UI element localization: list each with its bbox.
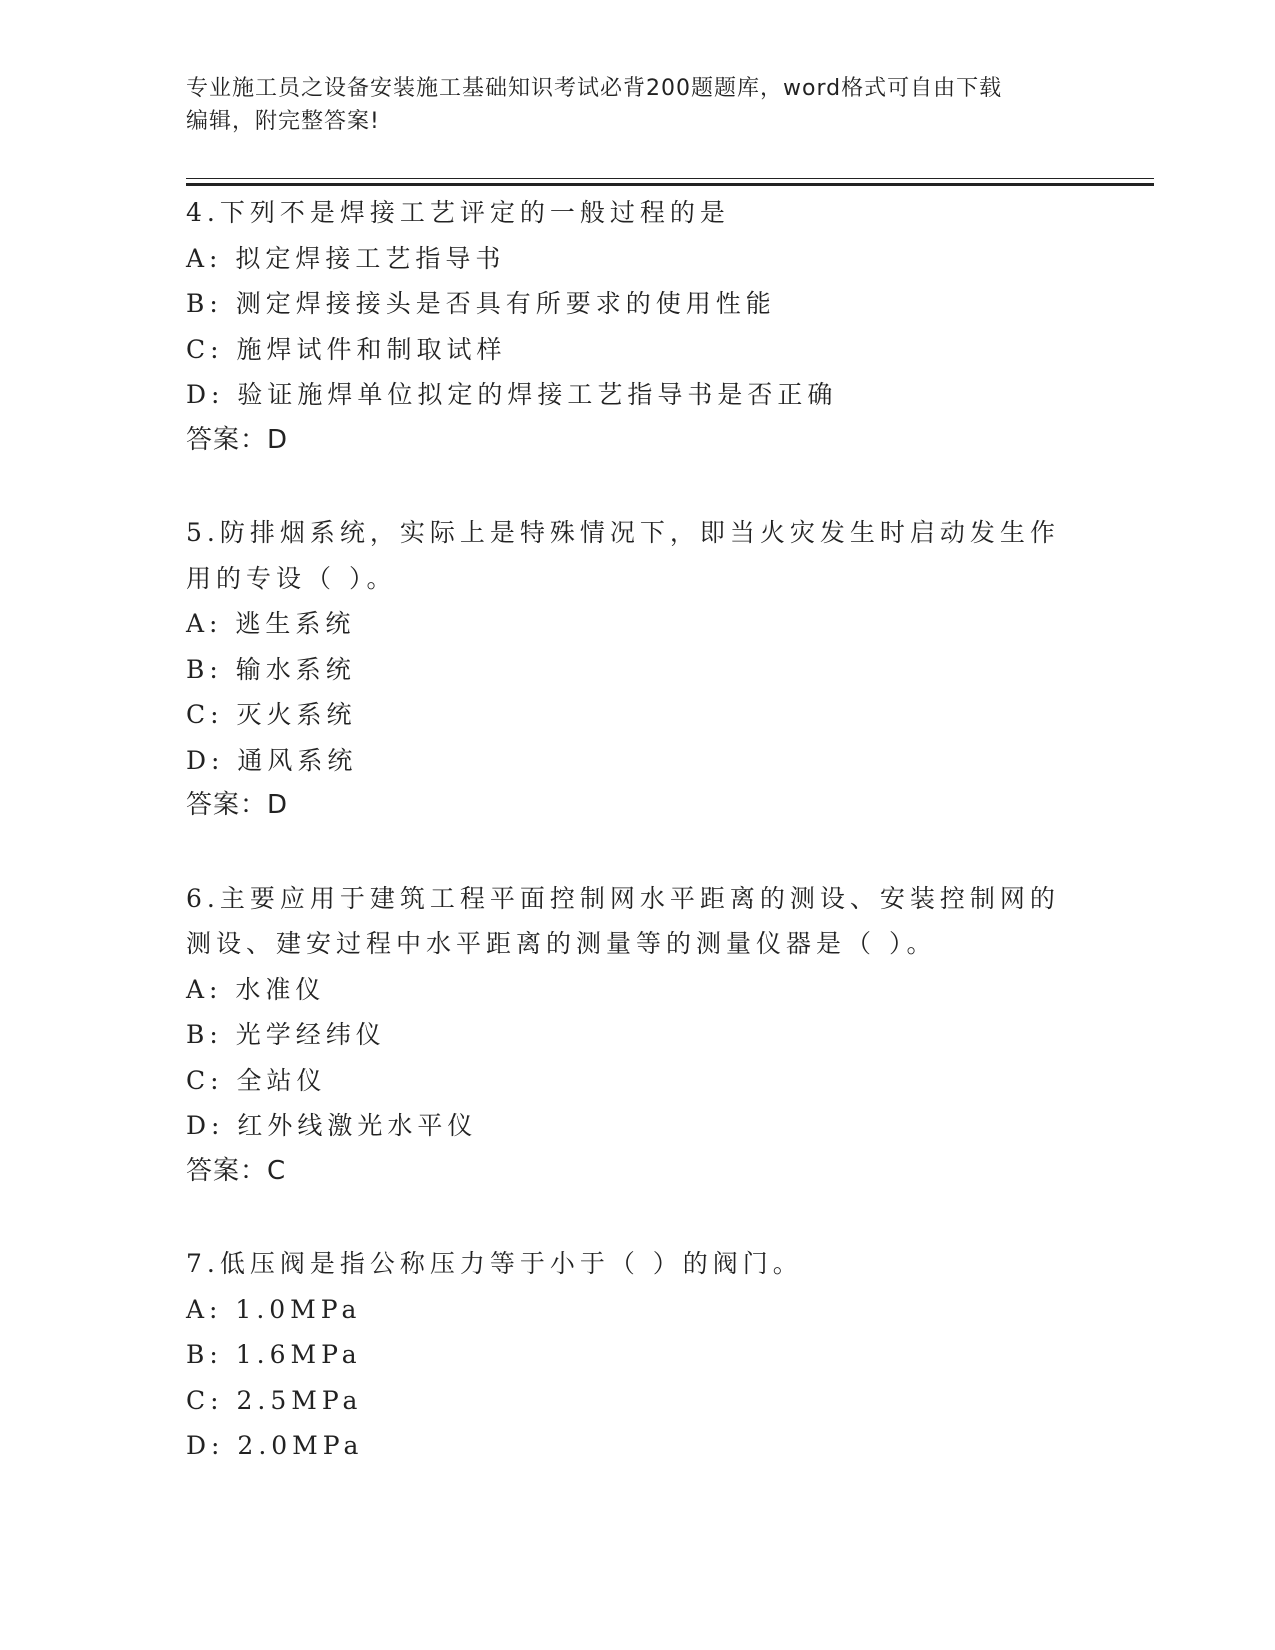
option-a: A: 水准仪 (186, 974, 326, 1004)
option-b: B: 测定焊接接头是否具有所要求的使用性能 (186, 289, 776, 318)
question-text: 5.防排烟系统，实际上是特殊情况下，即当火灾发生时启动发生作用的专设（ ）。 (186, 518, 1060, 593)
option-d: D: 验证施焊单位拟定的焊接工艺指导书是否正确 (186, 380, 838, 409)
document-header (186, 72, 1066, 138)
option-b: B: 输水系统 (186, 654, 356, 684)
header-line-1: 专业施工员之设备安装施工基础知识考试必背200题题库，word格式可自由下载 (186, 76, 1003, 101)
option-d: D: 红外线激光水平仪 (186, 1111, 478, 1140)
option-d: D: 2.0MPa (186, 1431, 364, 1460)
header-rule-thick (186, 183, 1154, 186)
header-rule-thin (186, 178, 1154, 179)
header-line-2: 编辑，附完整答案! (186, 109, 380, 134)
question-5 (186, 510, 1086, 829)
answer: 答案：D (186, 790, 289, 820)
option-b: B: 1.6MPa (186, 1340, 362, 1369)
answer: 答案：D (186, 424, 289, 455)
question-text: 7.低压阀是指公称压力等于小于（ ）的阀门。 (186, 1249, 803, 1278)
question-7 (186, 1241, 1086, 1469)
question-text: 4.下列不是焊接工艺评定的一般过程的是 (186, 198, 730, 227)
question-text: 6.主要应用于建筑工程平面控制网水平距离的测设、安装控制网的测设、建安过程中水平距离的测量等的测量仪器是（ ）。 (186, 883, 1060, 958)
option-a: A: 1.0MPa (186, 1294, 362, 1324)
question-list (186, 190, 1086, 1469)
option-a: A: 拟定焊接工艺指导书 (186, 243, 506, 273)
option-c: C: 2.5MPa (186, 1385, 363, 1415)
option-d: D: 通风系统 (186, 745, 358, 775)
option-a: A: 逃生系统 (186, 609, 356, 638)
answer: 答案：C (186, 1155, 287, 1186)
option-b: B: 光学经纬仪 (186, 1020, 386, 1049)
option-c: C: 全站仪 (186, 1065, 327, 1095)
option-c: C: 灭火系统 (186, 700, 357, 729)
question-6 (186, 876, 1086, 1195)
option-c: C: 施焊试件和制取试样 (186, 334, 507, 364)
question-4 (186, 190, 1086, 463)
